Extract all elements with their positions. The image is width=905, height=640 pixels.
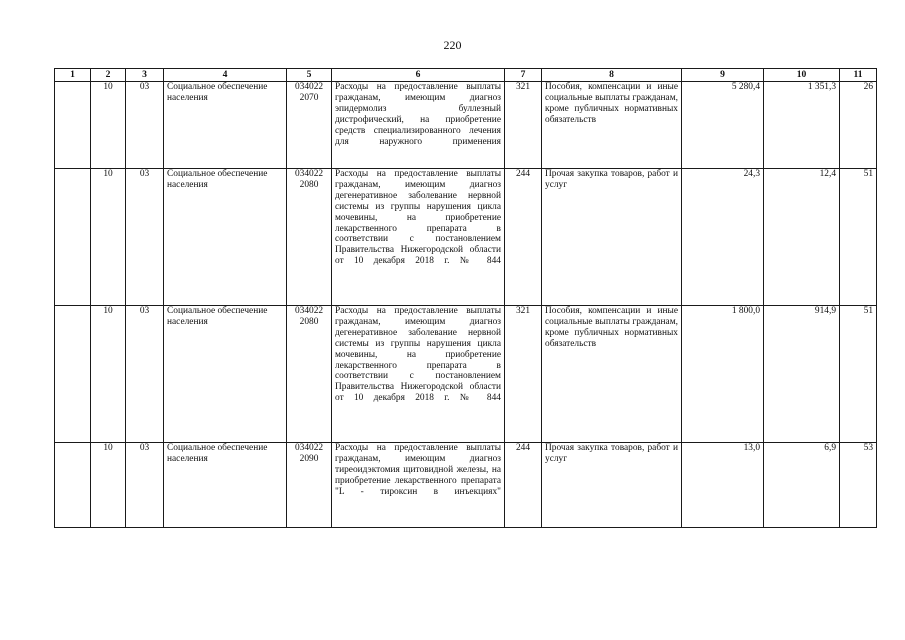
column-header-11: 11 (840, 69, 877, 82)
cell-empty (55, 306, 91, 443)
table-row (55, 306, 877, 443)
cell-expense-type-name: Пособия, компенсации и иные социальные выплаты гражданам, кроме публичных нормативных обязательств (542, 82, 682, 169)
column-header-3: 3 (126, 69, 164, 82)
table-row (55, 82, 877, 169)
cell-empty (55, 443, 91, 528)
cell-empty (55, 169, 91, 306)
cell-subsection-name: Социальное обеспечение населения (164, 169, 287, 306)
cell-amount-actual: 1 351,3 (764, 82, 840, 169)
cell-subsection: 03 (126, 169, 164, 306)
cell-subsection-name: Социальное обеспечение населения (164, 306, 287, 443)
cell-percent: 26 (840, 82, 877, 169)
cell-amount-plan: 1 800,0 (682, 306, 764, 443)
cell-percent: 51 (840, 306, 877, 443)
header-row (55, 69, 877, 82)
column-header-10: 10 (764, 69, 840, 82)
column-header-5: 5 (287, 69, 332, 82)
cell-section: 10 (91, 82, 126, 169)
cell-percent: 51 (840, 169, 877, 306)
cell-expense-description: Расходы на предоставление выплаты гражданам, имеющим диагноз дегенеративное заболевание нервной системы из группы нарушения цикла мочевины, на приобретение лекарственного препарата в соответствии с постановлением Правительства Нижегородской области от 10 декабря 2018 г. № 844 (332, 306, 505, 443)
cell-expense-type-code: 321 (505, 82, 542, 169)
cell-expense-type-name: Пособия, компенсации и иные социальные выплаты гражданам, кроме публичных нормативных обязательств (542, 306, 682, 443)
cell-amount-plan: 5 280,4 (682, 82, 764, 169)
cell-section: 10 (91, 306, 126, 443)
table-row (55, 169, 877, 306)
column-header-2: 2 (91, 69, 126, 82)
cell-amount-plan: 13,0 (682, 443, 764, 528)
cell-section: 10 (91, 169, 126, 306)
cell-expense-type-code: 244 (505, 443, 542, 528)
column-header-1: 1 (55, 69, 91, 82)
cell-subsection: 03 (126, 443, 164, 528)
cell-subsection-name: Социальное обеспечение населения (164, 82, 287, 169)
column-header-9: 9 (682, 69, 764, 82)
cell-expense-description: Расходы на предоставление выплаты гражданам, имеющим диагноз эпидермолиз буллезный дистрофический, на приобретение средств специализированного лечения для наружного применения (332, 82, 505, 169)
cell-target-code: 034022 2070 (287, 82, 332, 169)
cell-subsection: 03 (126, 306, 164, 443)
cell-expense-type-code: 244 (505, 169, 542, 306)
column-header-4: 4 (164, 69, 287, 82)
cell-amount-actual: 12,4 (764, 169, 840, 306)
cell-section: 10 (91, 443, 126, 528)
column-header-6: 6 (332, 69, 505, 82)
cell-subsection-name: Социальное обеспечение населения (164, 443, 287, 528)
cell-percent: 53 (840, 443, 877, 528)
cell-expense-description: Расходы на предоставление выплаты гражданам, имеющим диагноз дегенеративное заболевание нервной системы из группы нарушения цикла мочевины, на приобретение лекарственного препарата в соответствии с постановлением Правительства Нижегородской области от 10 декабря 2018 г. № 844 (332, 169, 505, 306)
cell-amount-actual: 6,9 (764, 443, 840, 528)
cell-target-code: 034022 2080 (287, 169, 332, 306)
cell-amount-actual: 914,9 (764, 306, 840, 443)
budget-table (54, 68, 877, 528)
column-header-8: 8 (542, 69, 682, 82)
cell-amount-plan: 24,3 (682, 169, 764, 306)
column-header-7: 7 (505, 69, 542, 82)
table-row (55, 443, 877, 528)
cell-expense-type-name: Прочая закупка товаров, работ и услуг (542, 169, 682, 306)
cell-empty (55, 82, 91, 169)
cell-expense-description: Расходы на предоставление выплаты гражданам, имеющим диагноз тиреоидэктомия щитовидной железы, на приобретение лекарственного препарата "L - тироксин в инъекциях" (332, 443, 505, 528)
cell-subsection: 03 (126, 82, 164, 169)
cell-target-code: 034022 2080 (287, 306, 332, 443)
cell-expense-type-code: 321 (505, 306, 542, 443)
cell-expense-type-name: Прочая закупка товаров, работ и услуг (542, 443, 682, 528)
page-number: 220 (443, 38, 462, 52)
cell-target-code: 034022 2090 (287, 443, 332, 528)
